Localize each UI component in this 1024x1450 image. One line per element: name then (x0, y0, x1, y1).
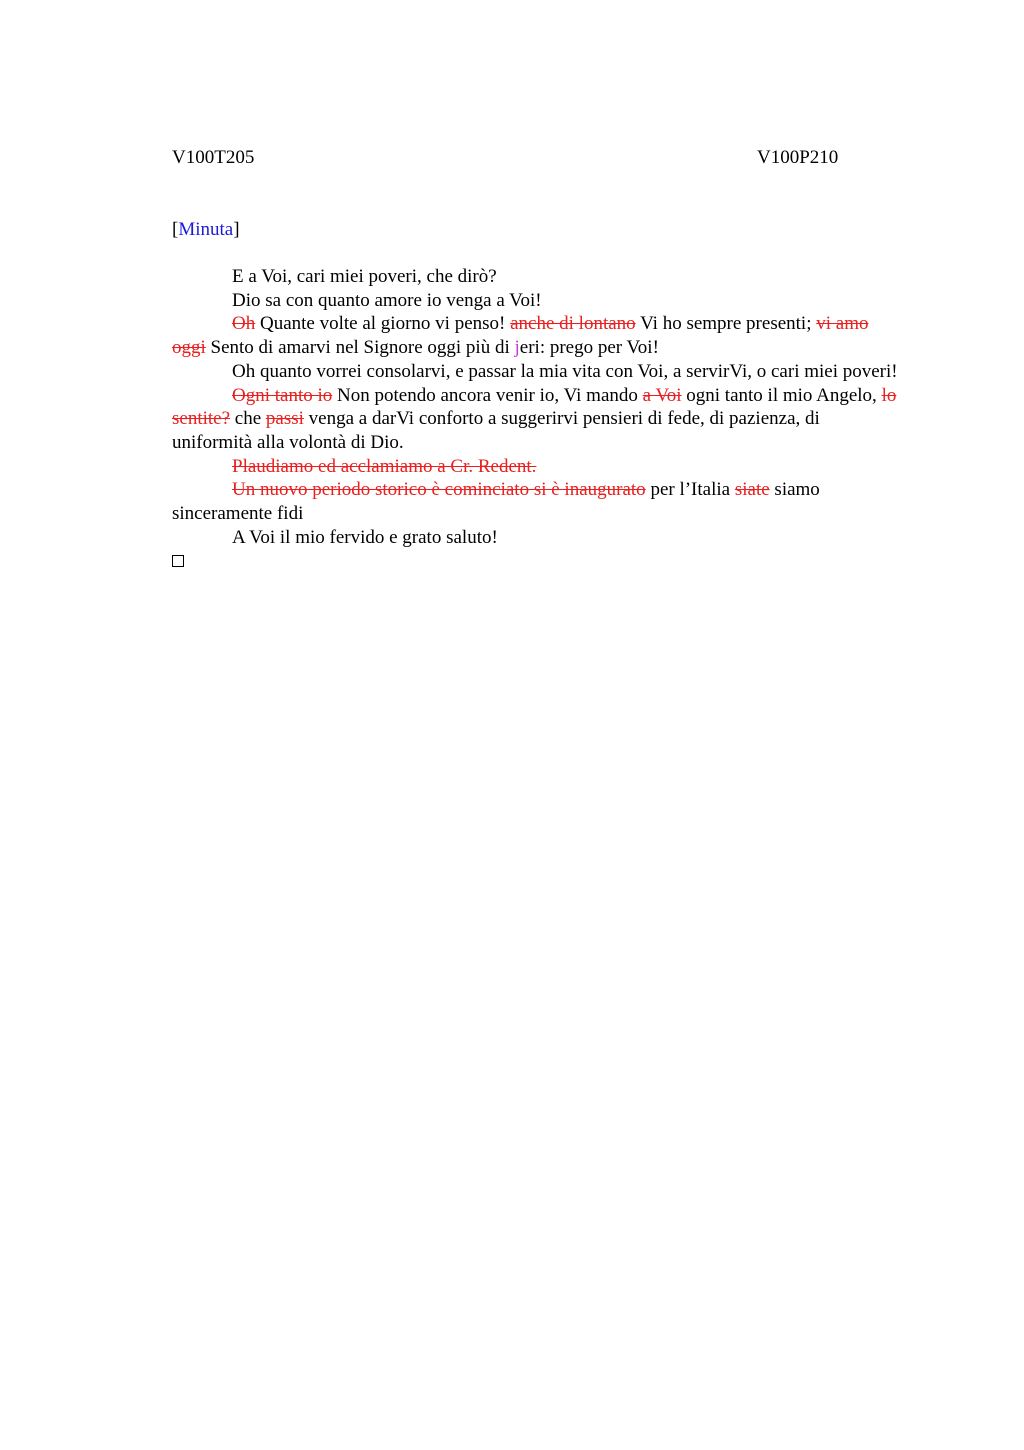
deleted-text: Plaudiamo ed acclamiamo a Cr. Redent. (232, 455, 537, 477)
text-run: ogni tanto il mio Angelo, (681, 384, 882, 406)
text-run: eri: prego per Voi! (519, 337, 659, 359)
document-code-left: V100T205 (172, 147, 255, 168)
text-run: Vi ho sempre presenti; (635, 313, 817, 335)
text-run: Non potendo ancora venir io, Vi mando (332, 384, 643, 406)
text-run: che (230, 408, 266, 430)
document-code-right: V100P210 (757, 147, 839, 168)
deleted-text: Oh (232, 313, 256, 335)
paragraph-5 (172, 384, 902, 455)
text-run: per l’Italia (645, 479, 735, 501)
deleted-text: lo sentite? (172, 384, 897, 430)
draft-tag (172, 218, 240, 242)
text-run: venga a darVi conforto a suggerirvi pensieri di fede, di pazienza, di uniformità alla volontà di Dio. (172, 408, 820, 453)
paragraph-1: E a Voi, cari miei poveri, che dirò? (232, 266, 497, 287)
deleted-text: Ogni tanto io (232, 384, 333, 406)
tag-close-bracket: ] (233, 219, 240, 240)
deleted-text: anche di lontano (510, 313, 636, 335)
tag-word: Minuta (178, 219, 234, 240)
deleted-text: Un nuovo periodo storico è cominciato si è inaugurato (232, 479, 646, 501)
deleted-text: a Voi (642, 384, 682, 406)
empty-square-icon (172, 555, 184, 567)
deleted-text: vi amo oggi (172, 313, 869, 359)
paragraph-4: Oh quanto vorrei consolarvi, e passar la mia vita con Voi, a servirVi, o cari miei poveri! (232, 360, 898, 382)
text-run: siamo sinceramente fidi (172, 479, 820, 525)
deleted-text: passi (265, 408, 304, 430)
deleted-text: siate (734, 479, 770, 501)
paragraph-8: A Voi il mio fervido e grato saluto! (232, 526, 498, 548)
text-run: Sento di amarvi nel Signore oggi più di (205, 337, 515, 359)
end-marker (172, 549, 902, 574)
paragraph-7 (172, 478, 902, 525)
paragraph-6 (172, 455, 902, 479)
paragraph-2: Dio sa con quanto amore io venga a Voi! (232, 289, 542, 311)
text-run: Quante volte al giorno vi penso! (255, 313, 511, 335)
paragraph-3 (172, 312, 902, 359)
letter-body (172, 265, 902, 574)
corrected-letter: j (514, 337, 520, 359)
tag-open-bracket: [ (172, 219, 179, 240)
